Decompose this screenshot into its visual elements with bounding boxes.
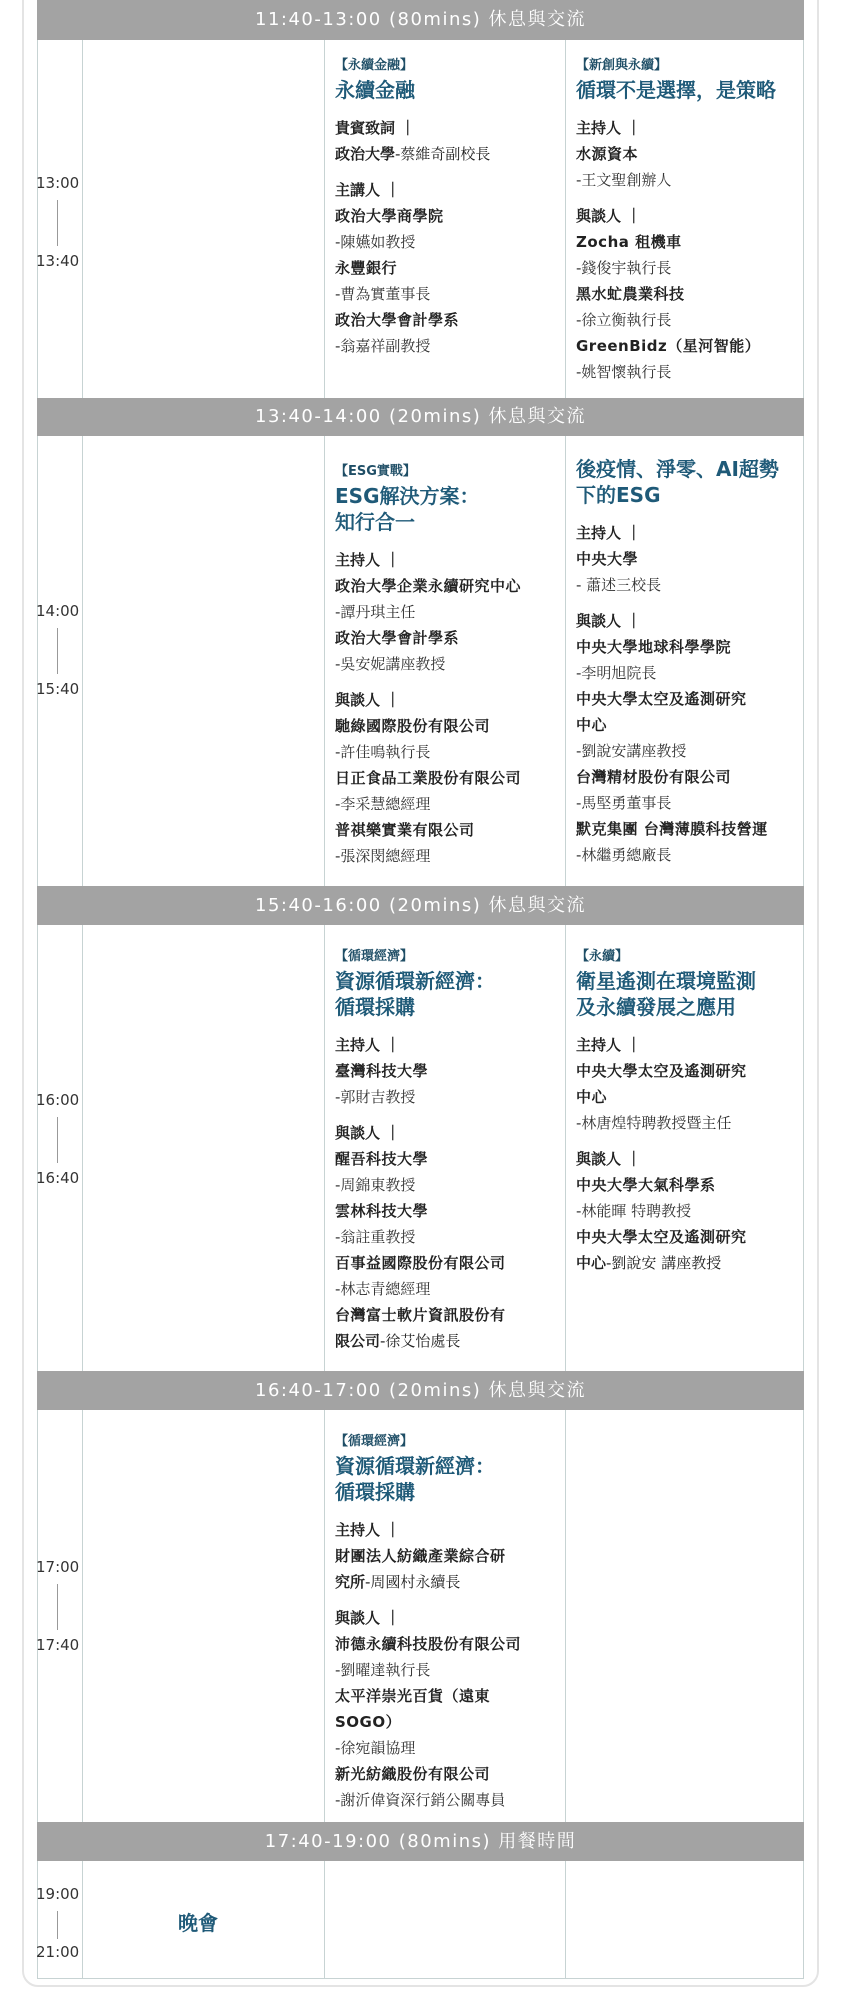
speaker-org: 普祺樂實業有限公司 — [335, 821, 475, 839]
evening-event: 晚會 — [178, 1911, 218, 1935]
start-time: 19:00 — [36, 1885, 80, 1903]
break-bar: 16:40-17:00 (20mins) 休息與交流 — [37, 1371, 804, 1410]
start-time: 13:00 — [36, 174, 80, 192]
speaker-role: 主講人 ｜ — [335, 181, 401, 199]
speaker-name: -吳安妮講座教授 — [335, 655, 446, 673]
speaker-org: 默克集團 台灣薄膜科技營運 — [576, 820, 768, 838]
session-tag: 【循環經濟】 — [335, 1434, 414, 1449]
session-card — [325, 460, 565, 869]
session-title: 永續金融 — [335, 78, 415, 102]
break-bar: 13:40-14:00 (20mins) 休息與交流 — [37, 398, 804, 436]
session-card — [325, 54, 565, 359]
speaker-name: -翁註重教授 — [335, 1228, 416, 1246]
speaker-org: 政治大學商學院 — [335, 207, 444, 225]
end-time: 15:40 — [36, 680, 80, 698]
speaker-org: 台灣富士軟片資訊股份有 — [335, 1306, 506, 1324]
session-title: 循環不是選擇，是策略 — [576, 78, 776, 102]
divider — [82, 925, 83, 1371]
speaker-org: 中央大學 — [576, 550, 639, 568]
speaker-org: 雲林科技大學 — [335, 1202, 429, 1220]
time-connector — [57, 1911, 58, 1939]
break-bar: 17:40-19:00 (80mins) 用餐時間 — [37, 1822, 804, 1861]
speaker-name: -馬堅勇董事長 — [576, 794, 672, 812]
speaker-name: -劉曜達執行長 — [335, 1661, 431, 1679]
speaker-org: 黑水虻農業科技 — [576, 285, 685, 303]
time-connector — [57, 200, 58, 246]
break-bar: 11:40-13:00 (80mins) 休息與交流 — [37, 0, 804, 40]
speaker-role: 與談人 ｜ — [576, 1150, 642, 1168]
speaker-name: -陳嬿如教授 — [335, 233, 416, 251]
speaker-org: 新光紡織股份有限公司 — [335, 1765, 491, 1783]
session-row — [37, 1861, 804, 1979]
speaker-name: -周錦東教授 — [335, 1176, 416, 1194]
time-range — [38, 1861, 82, 1978]
speaker-role: 主持人 ｜ — [335, 551, 401, 569]
divider — [324, 1861, 325, 1978]
speaker-org: 日正食品工業股份有限公司 — [335, 769, 522, 787]
speaker-role: 主持人 ｜ — [335, 1521, 401, 1539]
speaker-org: 中心 — [576, 716, 608, 734]
session-title: ESG解決方案： 知行合一 — [335, 484, 480, 534]
speaker-org: 中央大學太空及遙測研究 — [576, 1062, 747, 1080]
end-time: 13:40 — [36, 252, 80, 270]
speaker-name: -李明旭院長 — [576, 664, 657, 682]
session-tag: 【永續】 — [576, 949, 629, 964]
speaker-org: Zocha 租機車 — [576, 233, 682, 251]
divider — [82, 40, 83, 398]
speaker-name: -林能暉 特聘教授 — [576, 1202, 692, 1220]
divider — [82, 436, 83, 886]
end-time: 17:40 — [36, 1636, 80, 1654]
time-range — [38, 1410, 82, 1822]
speaker-name: -翁嘉祥副教授 — [335, 337, 431, 355]
session-row — [37, 436, 804, 886]
speaker-org: 太平洋崇光百貨（遠東 — [335, 1687, 491, 1705]
divider — [82, 1410, 83, 1822]
speaker-org: 財團法人紡織產業綜合研 — [335, 1547, 506, 1565]
session-row — [37, 1410, 804, 1822]
speaker-name: -張深閔總經理 — [335, 847, 431, 865]
speaker-role: 與談人 ｜ — [335, 1609, 401, 1627]
speaker-name: -譚丹琪主任 — [335, 603, 416, 621]
speaker-org: 沛德永續科技股份有限公司 — [335, 1635, 522, 1653]
speaker-name: - 蕭述三校長 — [576, 576, 662, 594]
speaker-name: -林繼勇總廠長 — [576, 846, 672, 864]
speaker-role: 貴賓致詞 ｜ — [335, 119, 416, 137]
speaker-org: 政治大學會計學系 — [335, 311, 460, 329]
session-title: 資源循環新經濟： 循環採購 — [335, 969, 495, 1019]
speaker-org: 馳綠國際股份有限公司 — [335, 717, 491, 735]
speaker-org: 百事益國際股份有限公司 — [335, 1254, 506, 1272]
speaker-org: GreenBidz（星河智能） — [576, 337, 761, 355]
time-range — [38, 40, 82, 398]
time-connector — [57, 1117, 58, 1163]
speaker-name: -王文聖創辦人 — [576, 171, 672, 189]
speaker-role: 主持人 ｜ — [576, 1036, 642, 1054]
speaker-name: -徐宛韻協理 — [335, 1739, 416, 1757]
speaker-name: -李采慧總經理 — [335, 795, 431, 813]
session-title: 衛星遙測在環境監測 及永續發展之應用 — [576, 969, 756, 1019]
end-time: 16:40 — [36, 1169, 80, 1187]
speaker-name: -許佳鳴執行長 — [335, 743, 431, 761]
speaker-org: 中央大學大氣科學系 — [576, 1176, 716, 1194]
speaker-org: SOGO） — [335, 1713, 402, 1731]
divider — [565, 1410, 566, 1822]
session-card — [325, 1430, 565, 1813]
time-connector — [57, 1584, 58, 1630]
time-range — [38, 436, 82, 886]
speaker-org: 政治大學企業永續研究中心 — [335, 577, 522, 595]
speaker-role: 與談人 ｜ — [335, 691, 401, 709]
divider — [82, 1861, 83, 1978]
speaker-name: -曹為實董事長 — [335, 285, 431, 303]
speaker-org: 醒吾科技大學 — [335, 1150, 429, 1168]
speaker-name: -林唐煌特聘教授暨主任 — [576, 1114, 732, 1132]
speaker-org: 臺灣科技大學 — [335, 1062, 429, 1080]
speaker-line: 限公司-徐艾怡處長 — [335, 1332, 461, 1350]
speaker-name: -徐立衡執行長 — [576, 311, 672, 329]
speaker-name: -錢俊宇執行長 — [576, 259, 672, 277]
time-range — [38, 925, 82, 1371]
speaker-name: -謝沂偉資深行銷公關專員 — [335, 1791, 506, 1809]
start-time: 14:00 — [36, 602, 80, 620]
session-title: 資源循環新經濟： 循環採購 — [335, 1454, 495, 1504]
start-time: 17:00 — [36, 1558, 80, 1576]
speaker-name: -劉說安講座教授 — [576, 742, 687, 760]
session-card — [325, 945, 565, 1354]
speaker-org: 中央大學太空及遙測研究 — [576, 1228, 747, 1246]
speaker-role: 與談人 ｜ — [335, 1124, 401, 1142]
speaker-role: 與談人 ｜ — [576, 612, 642, 630]
speaker-role: 主持人 ｜ — [576, 119, 642, 137]
divider — [565, 1861, 566, 1978]
session-row — [37, 925, 804, 1371]
speaker-name: -郭財吉教授 — [335, 1088, 416, 1106]
speaker-line: 究所-周國村永續長 — [335, 1573, 461, 1591]
session-tag: 【永續金融】 — [335, 58, 414, 73]
speaker-role: 主持人 ｜ — [576, 524, 642, 542]
speaker-role: 主持人 ｜ — [335, 1036, 401, 1054]
start-time: 16:00 — [36, 1091, 80, 1109]
speaker-name: -姚智懷執行長 — [576, 363, 672, 381]
speaker-line: 政治大學-蔡維奇副校長 — [335, 145, 491, 163]
speaker-org: 中心 — [576, 1088, 608, 1106]
speaker-org: 水源資本 — [576, 145, 639, 163]
speaker-line: 中心-劉說安 講座教授 — [576, 1254, 722, 1272]
speaker-org: 政治大學會計學系 — [335, 629, 460, 647]
session-title: 後疫情、淨零、AI超勢 下的ESG — [576, 457, 779, 507]
session-tag: 【循環經濟】 — [335, 949, 414, 964]
speaker-org: 台灣精材股份有限公司 — [576, 768, 732, 786]
speaker-name: -林志青總經理 — [335, 1280, 431, 1298]
session-tag: 【新創與永續】 — [576, 58, 668, 73]
session-card — [566, 54, 805, 385]
speaker-org: 中央大學地球科學學院 — [576, 638, 732, 656]
session-card — [566, 456, 805, 868]
session-tag: 【ESG實戰】 — [335, 464, 416, 479]
break-bar: 15:40-16:00 (20mins) 休息與交流 — [37, 886, 804, 925]
speaker-org: 中央大學太空及遙測研究 — [576, 690, 747, 708]
end-time: 21:00 — [36, 1943, 80, 1961]
time-connector — [57, 628, 58, 674]
session-row — [37, 40, 804, 398]
speaker-role: 與談人 ｜ — [576, 207, 642, 225]
speaker-org: 永豐銀行 — [335, 259, 398, 277]
session-card — [566, 945, 805, 1276]
